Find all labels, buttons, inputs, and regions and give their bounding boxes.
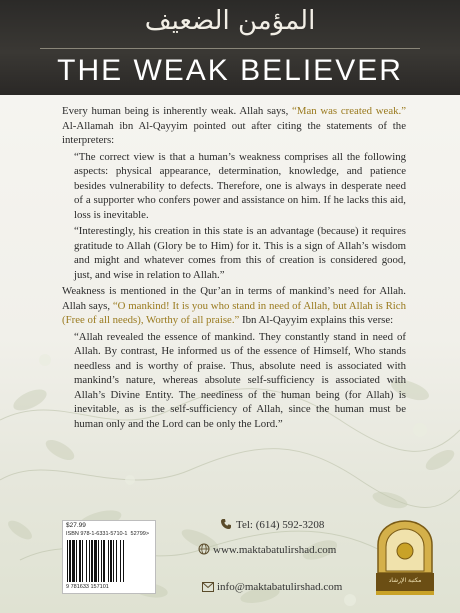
mail-icon [202, 582, 214, 592]
website-link[interactable]: www.maktabatulirshad.com [213, 544, 337, 556]
barcode-bar [89, 540, 90, 582]
barcode-bar [91, 540, 93, 582]
blurb [62, 104, 406, 433]
barcode-bar [116, 540, 117, 582]
barcode-bar [113, 540, 114, 582]
isbn-number: 9 781633 157101 [66, 584, 109, 590]
barcode-bar [110, 540, 112, 582]
price-label: $27.99 [66, 522, 86, 529]
paragraph-intro: Every human being is inherently weak. Allah says, “Man was created weak.” Al-Allamah ibn Al-Qayyim pointed out after citing the statements of the interpreters: [62, 105, 407, 146]
barcode-bar [76, 540, 77, 582]
barcode-bar [67, 540, 68, 582]
barcode-bar [69, 540, 71, 582]
barcode-bar [123, 540, 124, 582]
book-title: THE WEAK BELIEVER [57, 54, 403, 87]
arabic-title: المؤمن الضعيف [144, 6, 316, 36]
barcode-bar [86, 540, 87, 582]
quote-paragraph: “The correct view is that a human’s weakness comprises all the following aspects: physical appearance, determination, knowledge, and patience besides vulnerability to defects. Therefore, one is always in desperate need of a supporter who confers power and assistance on him. If he lacks this aid, loss is inevitable. [74, 150, 406, 221]
quote-paragraph: “Interestingly, his creation in this state is an advantage (because) it requires gratitude to Allah (Glory be to Him) for it. This is a sign of Allah’s wisdom and might and whatever comes from this of creation is considered good, just, and wise in relation to Allah.” [74, 225, 406, 281]
publisher-logo [372, 517, 438, 597]
barcode-bar [72, 540, 75, 582]
globe-icon [198, 543, 210, 555]
title-divider [40, 48, 420, 49]
barcode [66, 540, 150, 582]
quote-paragraph: “Allah revealed the essence of mankind. They constantly stand in need of Allah. By contrast, He informed us of the essence of Himself, Who stands needless and is worthy of praise. Thus, absolute need is associated with mankind’s nature, whereas absolute self-sufficiency is associated with Allah’s Divine Entity. The neediness of the human being (for Allah) is inevitable, as is the self-sufficiency of Allah, since the human must be human only and the Lord can be only the Lord.” [74, 330, 406, 430]
phone-icon [220, 518, 232, 530]
barcode-bar [82, 540, 83, 582]
barcode-bar [98, 540, 99, 582]
isbn-label: ISBN 978-1-6331-5710-1 52799> [66, 531, 150, 537]
publisher-name: مكتبة الإرشاد [388, 577, 422, 584]
barcode-bar [120, 540, 121, 582]
quran-quote: “Man was created weak.” [292, 105, 407, 117]
phone-number: Tel: (614) 592-3208 [236, 519, 325, 531]
barcode-bar [101, 540, 102, 582]
barcode-bar [79, 540, 81, 582]
barcode-bar [103, 540, 105, 582]
quran-quote: “O mankind! It is you who stand in need of Allah, but Allah is Rich (Free of all needs), Worthy of all praise.” [62, 299, 406, 326]
barcode-bar [108, 540, 109, 582]
paragraph-need: Weakness is mentioned in the Qur’an in terms of mankind’s need for Allah. Allah says, “O mankind! It is you who stand in need of Allah, but Allah is Rich (Free of all needs), Worthy of all praise.” Ibn Al-Qayyim explains this verse: [62, 285, 406, 326]
email-link[interactable]: info@maktabatulirshad.com [217, 581, 343, 593]
title-banner [0, 0, 460, 95]
barcode-bar [94, 540, 97, 582]
